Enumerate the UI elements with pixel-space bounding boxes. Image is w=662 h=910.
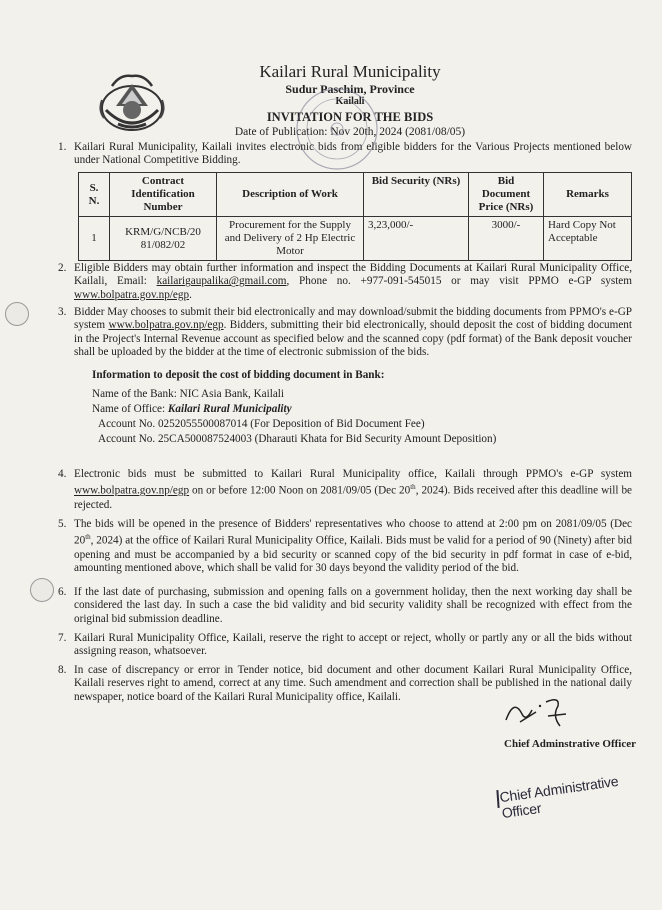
bank-info-heading: Information to deposit the cost of bidding document in Bank:: [92, 369, 385, 381]
bids-table: [78, 172, 632, 261]
col-security: Bid Security (NRs): [364, 173, 469, 217]
col-price: Bid Document Price (NRs): [469, 173, 544, 217]
bank-info: [92, 368, 612, 447]
office-name-line: Name of Office: Kailari Rural Municipality: [92, 403, 292, 415]
clause-number: 1.: [58, 141, 67, 153]
designation-stamp: Chief Administrative Officer: [498, 772, 620, 822]
clause-text: The bids will be opened in the presence of Bidders' representatives who choose to attend at 2:00 pm on 2081/09/05 (Dec 20th, 2024) at the office of Kailari Rural Municipality Office, Kailali. Bids must be valid for a period of 90 (Ninety) after bid opening and must be accompanied by a bid security or scanned copy of the bid security in pdf format in case of e-bid, amounting mentioned above, which shall be valid for 30 days beyond the validity period of the bid.: [74, 518, 632, 574]
egp-link[interactable]: www.bolpatra.gov.np/egp: [108, 319, 224, 332]
clause-4: [60, 468, 632, 512]
punch-hole: [5, 302, 29, 326]
clause-number: 3.: [58, 306, 67, 318]
clause-number: 8.: [58, 664, 67, 676]
clause-text: Eligible Bidders may obtain further information and inspect the Bidding Documents at Kailari Rural Municipality Office, Kailali, Email: kailarigaupalika@gmail.com, Phone no. +977-091-545015 or may visit PPMO e-GP system www.bolpatra.gov.np/egp.: [74, 262, 632, 301]
clause-5: [60, 518, 632, 575]
handwritten-signature-icon: [500, 692, 580, 732]
office-name: Kailari Rural Municipality: [167, 403, 292, 415]
clause-text: Electronic bids must be submitted to Kailari Rural Municipality office, Kailali through PPMO's e-GP system www.bolpatra.gov.np/egp on or before 12:00 Noon on 2081/09/05 (Dec 20th, 2024). Bids received after this deadline will be rejected.: [74, 468, 633, 511]
col-sn: S. N.: [79, 173, 110, 217]
clause-3: [60, 306, 632, 360]
cell-price: 3000/-: [469, 217, 544, 261]
account-number-1: Account No. 0252055500087014 (For Deposition of Bid Document Fee): [98, 418, 425, 430]
signatory-title: Chief Adminstrative Officer: [504, 738, 636, 750]
clause-7: [60, 632, 632, 659]
account-number-2: Account No. 25CA500087524003 (Dharauti Khata for Bid Security Amount Deposition): [98, 433, 497, 445]
cell-security: 3,23,000/-: [364, 217, 469, 261]
clause-number: 6.: [58, 586, 67, 598]
col-contract: Contract Identification Number: [110, 173, 217, 217]
clause-text: Kailari Rural Municipality Office, Kailali, reserve the right to accept or reject, wholly or partly any or all the bids without assigning reason, whatsoever.: [74, 632, 632, 658]
bank-name: Name of the Bank: NIC Asia Bank, Kailali: [92, 388, 285, 400]
clause-text: Kailari Rural Municipality, Kailali invites electronic bids from eligible bidders for the Various Projects mentioned below under National Competitive Bidding.: [74, 141, 632, 167]
nepal-emblem-icon: [92, 66, 172, 136]
col-remarks: Remarks: [544, 173, 632, 217]
municipality-title: Kailari Rural Municipality: [259, 62, 441, 81]
cell-description: Procurement for the Supply and Delivery of 2 Hp Electric Motor: [217, 217, 364, 261]
clause-6: [60, 586, 632, 626]
clause-number: 7.: [58, 632, 67, 644]
table-header-row: [79, 173, 632, 217]
province-line: Sudur Paschim, Province: [285, 82, 415, 96]
clause-text: Bidder May chooses to submit their bid electronically and may download/submit the bidding documents from PPMO's e-GP system www.bolpatra.gov.np/egp. Bidders, submitting their bid electronically, should deposit the cost of bidding document in the Project's Internal Revenue account as specified below and the scanned copy (pdf format) of the Bank deposit voucher shall be uploaded by the bidder at the time of electronic submission of the bids.: [74, 306, 633, 359]
clause-text: If the last date of purchasing, submission and opening falls on a government holiday, then the next working day shall be considered the last day. In such a case the bid validity and bid security validity shall be recognized with effect from the original bid submission deadline.: [74, 586, 632, 625]
cell-remarks: Hard Copy Not Acceptable: [544, 217, 632, 261]
district-line: Kailali: [335, 96, 365, 107]
egp-link[interactable]: www.bolpatra.gov.np/egp: [74, 288, 190, 301]
cell-sn: 1: [79, 217, 110, 261]
invitation-heading: INVITATION FOR THE BIDS: [266, 110, 434, 124]
table-row: [79, 217, 632, 261]
cell-contract: KRM/G/NCB/20 81/082/02: [110, 217, 217, 261]
punch-hole: [30, 578, 54, 602]
col-description: Description of Work: [217, 173, 364, 217]
clause-number: 5.: [58, 518, 67, 530]
clause-2: [60, 262, 632, 302]
clause-text: In case of discrepancy or error in Tender notice, bid document and other document Kailari Rural Municipality Office, Kailali reserves right to amend, correct at any time. Such amendment and correction shall be published in the national daily newspaper, notice board of the Kailari Rural Municipality office, Kailali.: [74, 664, 632, 703]
email-link[interactable]: kailarigaupalika@gmail.com: [156, 275, 287, 288]
clause-number: 4.: [58, 468, 67, 480]
egp-link[interactable]: www.bolpatra.gov.np/egp: [74, 485, 190, 498]
publication-date: Date of Publication: Nov 20th, 2024 (2081/08/05): [234, 126, 466, 138]
clause-number: 2.: [58, 262, 67, 274]
clause-1: [60, 141, 632, 168]
